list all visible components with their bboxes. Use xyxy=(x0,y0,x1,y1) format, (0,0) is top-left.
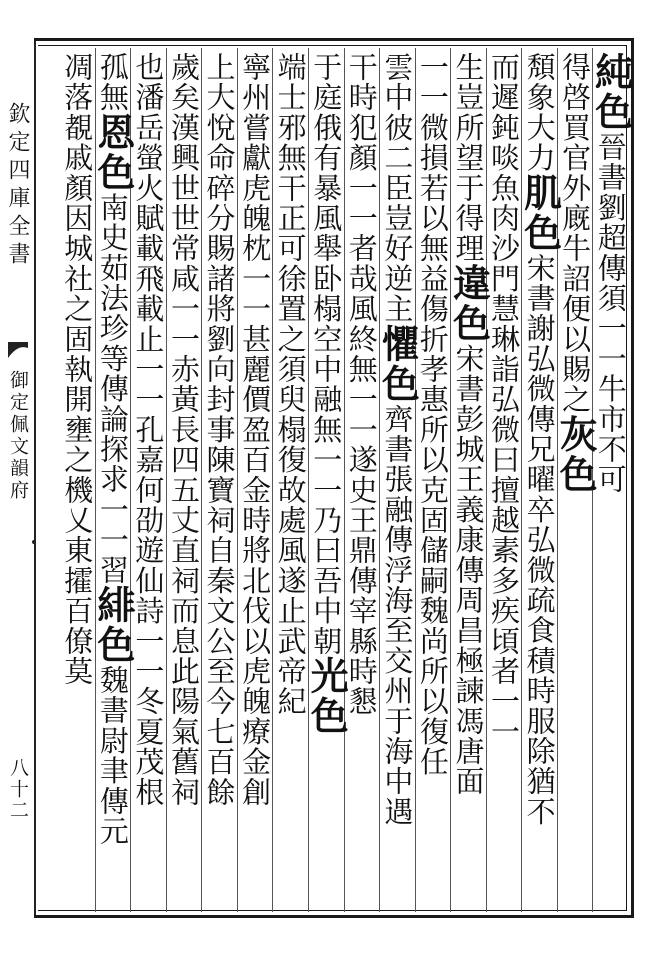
body-text: 凋落 xyxy=(60,52,95,113)
column-text xyxy=(164,52,204,807)
page-margin xyxy=(0,40,36,916)
column-text xyxy=(413,52,453,777)
body-text: 魏書尉聿傳元 xyxy=(95,665,130,847)
body-text: 雲中彼二臣豈好逆主 xyxy=(380,52,415,324)
text-column xyxy=(486,48,522,912)
text-column xyxy=(446,48,492,912)
body-text: 晉書劉超傳須一一牛市不可 xyxy=(593,132,628,495)
headword: 光色 xyxy=(304,656,350,736)
body-text: 得啓買官外廐牛詔便以賜之 xyxy=(558,52,593,415)
body-text: 乂東攉百僚莫 xyxy=(60,505,95,687)
body-text: 頽象大力 xyxy=(522,52,557,173)
text-column xyxy=(517,48,563,912)
column-text xyxy=(375,52,421,827)
text-column xyxy=(90,48,136,912)
headword: 純色 xyxy=(588,52,634,132)
body-text: 風終無一一遂史王鼎傳宰縣時懇 xyxy=(344,293,379,717)
headword: 緋色 xyxy=(90,585,136,666)
headword: 恩色 xyxy=(90,112,136,193)
text-column xyxy=(415,48,451,912)
collection-title: 欽定四庫全書 xyxy=(5,102,30,270)
body-text: 于庭俄有暴風舉卧榻空中融無一一乃曰吾中朝 xyxy=(309,52,344,656)
headword: 灰色 xyxy=(553,414,599,495)
body-text: 啖魚肉沙門慧琳詣弘微曰擅越素多疾頃者一一 xyxy=(487,142,522,747)
body-text: 覩戚顏因城社之固執開壅之機 xyxy=(60,112,95,506)
text-column xyxy=(344,48,380,912)
text-column xyxy=(304,48,350,912)
body-text: 一一微損若以無益傷 xyxy=(415,52,450,324)
text-column xyxy=(166,48,202,912)
body-text: 端士邪無干正可徐置之須臾榻復故處風遂止 xyxy=(273,52,308,626)
body-text: 也潘岳螢火賦載飛載止一一孔嘉何劭遊仙詩一一冬夏茂根 xyxy=(131,52,166,807)
page-number: 八十二 xyxy=(7,758,29,821)
column-text xyxy=(304,52,350,736)
text-column xyxy=(60,48,95,912)
body-text: 折孝惠所以克固儲嗣魏尚所以復任 xyxy=(415,323,450,777)
column-text xyxy=(57,52,97,686)
headword: 肌色 xyxy=(517,172,563,253)
text-column xyxy=(237,48,273,912)
text-column xyxy=(375,48,421,912)
body-text: 歲矣漢興世世常咸一一赤黃長四五丈直祠而息此陽氣舊祠 xyxy=(166,52,201,807)
headword: 違色 xyxy=(446,263,492,344)
column-text xyxy=(90,52,136,847)
text-column xyxy=(272,48,308,912)
body-text: 干時犯顏一一者哉 xyxy=(344,52,379,294)
column-text xyxy=(342,52,382,716)
body-text: 宋書彭城王義康傳周昌極諫馮唐面 xyxy=(451,343,486,797)
body-text: 孤無 xyxy=(95,52,130,113)
body-text: 上大悅命碎分賜諸將劉向封事陳寶祠自秦文公至今七百餘 xyxy=(202,52,237,807)
column-text xyxy=(235,52,275,807)
text-column xyxy=(201,48,237,912)
body-text: 寧州嘗獻虎魄枕一一甚麗價盈百金時將北伐以虎魄療金創 xyxy=(238,52,273,807)
column-text xyxy=(553,52,599,495)
book-title: 御定佩文韻府 xyxy=(7,370,29,502)
column-text xyxy=(271,52,311,716)
column-text xyxy=(446,52,492,797)
column-text xyxy=(517,52,563,827)
body-text: 宋書謝弘微傳兄曜卒弘微疏食積時服除猶不 xyxy=(522,252,557,827)
body-text: 齊書張融傳浮海至交州于海中遇 xyxy=(380,403,415,827)
text-columns xyxy=(60,48,634,912)
column-text xyxy=(484,52,524,747)
fish-tail-icon xyxy=(6,338,30,362)
body-text: 而遲鈍 xyxy=(487,52,522,143)
headword: 懼色 xyxy=(375,323,421,404)
column-text xyxy=(200,52,240,807)
body-text: 生豈所望于得理 xyxy=(451,52,486,264)
body-text: 武帝紀 xyxy=(273,625,308,717)
body-text: 南史茹法珍等傳論探求一一習 xyxy=(95,192,130,586)
